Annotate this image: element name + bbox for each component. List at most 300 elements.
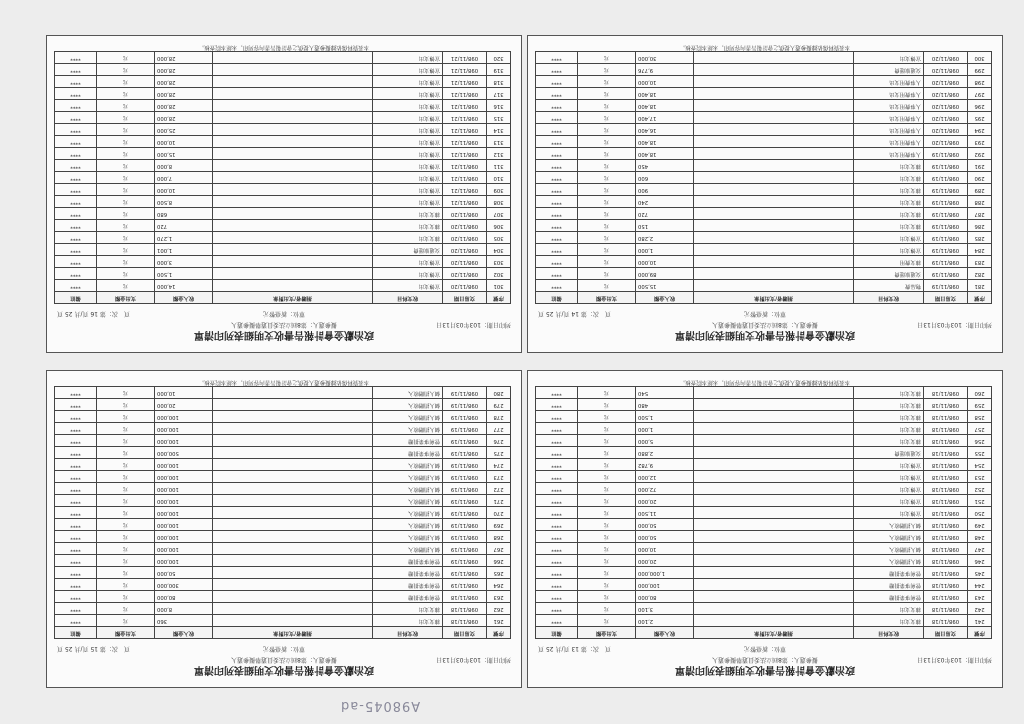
counterparty: [213, 196, 373, 208]
column-header: 序號: [968, 292, 992, 304]
counterparty: [694, 567, 854, 579]
amount: 15,500: [636, 280, 694, 292]
row-number: 285: [968, 232, 992, 244]
account-subject: 雜支支出: [854, 184, 924, 196]
row-number: 293: [968, 136, 992, 148]
page-number: 頁 次：第 14 頁/共 25 頁: [538, 310, 611, 317]
transaction-date: 098/11/19: [924, 148, 968, 160]
currency-mark: 元: [97, 483, 155, 495]
table-row: [55, 555, 511, 567]
transaction-date: 098/11/19: [924, 256, 968, 268]
currency-mark: 元: [97, 100, 155, 112]
table-row: [55, 76, 511, 88]
account-subject: 營利事業捐贈: [854, 567, 924, 579]
candidate-info: 擬參選人：第8屆立法委員選舉擬參選人: [231, 656, 337, 663]
remark: ****: [55, 555, 97, 567]
column-header: 備註: [55, 292, 97, 304]
column-header: 收支科目: [373, 292, 443, 304]
remark: ****: [536, 124, 578, 136]
table-row: [536, 232, 992, 244]
transaction-date: 098/11/18: [924, 603, 968, 615]
counterparty: [694, 483, 854, 495]
currency-mark: 元: [578, 495, 636, 507]
counterparty: [694, 411, 854, 423]
remark: ****: [55, 435, 97, 447]
row-number: 270: [487, 507, 511, 519]
remark: ****: [536, 567, 578, 579]
row-number: 251: [968, 495, 992, 507]
remark: ****: [536, 399, 578, 411]
column-header: 支出金額: [578, 292, 636, 304]
account-subject: 交通旅運費: [373, 244, 443, 256]
row-number: 306: [487, 220, 511, 232]
counterparty: [694, 208, 854, 220]
transaction-date: 098/11/19: [443, 387, 487, 399]
amount: 72,000: [636, 483, 694, 495]
transaction-date: 098/11/19: [443, 531, 487, 543]
page-content: [528, 36, 1002, 352]
remark: ****: [536, 160, 578, 172]
counterparty: [213, 88, 373, 100]
print-date: 列印日期：103年03月13日: [917, 321, 992, 328]
account-subject: 宣傳支出: [373, 76, 443, 88]
table-row: [536, 244, 992, 256]
counterparty: [213, 423, 373, 435]
table-row: [55, 567, 511, 579]
counterparty: [694, 555, 854, 567]
table-row: [55, 136, 511, 148]
amount: 100,000: [155, 483, 213, 495]
row-number: 265: [487, 567, 511, 579]
transaction-date: 098/11/18: [443, 591, 487, 603]
remark: ****: [536, 543, 578, 555]
transaction-date: 098/11/21: [443, 64, 487, 76]
currency-mark: 元: [97, 76, 155, 88]
remark: ****: [536, 208, 578, 220]
page-content: [47, 371, 521, 687]
remark: ****: [55, 172, 97, 184]
account-subject: 人事費用支出: [854, 136, 924, 148]
column-header: 序號: [487, 292, 511, 304]
currency-mark: 元: [97, 184, 155, 196]
counterparty: [213, 232, 373, 244]
transaction-date: 098/11/19: [924, 244, 968, 256]
currency-mark: 元: [97, 459, 155, 471]
row-number: 280: [487, 387, 511, 399]
account-subject: 個人捐贈收入: [373, 531, 443, 543]
remark: ****: [536, 112, 578, 124]
counterparty: [213, 495, 373, 507]
row-number: 291: [968, 160, 992, 172]
amount: 10,000: [636, 256, 694, 268]
table-row: [536, 567, 992, 579]
account-subject: 宣傳支出: [373, 256, 443, 268]
remark: ****: [55, 268, 97, 280]
account-subject: 雜支支出: [854, 615, 924, 627]
remark: ****: [536, 423, 578, 435]
counterparty: [694, 76, 854, 88]
counterparty: [694, 615, 854, 627]
currency-mark: 元: [97, 268, 155, 280]
remark: ****: [536, 519, 578, 531]
account-subject: 物品費: [854, 280, 924, 292]
remark: ****: [536, 387, 578, 399]
row-number: 308: [487, 196, 511, 208]
transaction-date: 098/11/19: [443, 447, 487, 459]
account-subject: 人事費用支出: [854, 88, 924, 100]
table-row: [536, 591, 992, 603]
amount: 11,500: [636, 507, 694, 519]
transaction-date: 098/11/19: [443, 495, 487, 507]
currency-unit: 單位：新臺幣元: [263, 310, 306, 317]
transaction-date: 098/11/20: [924, 112, 968, 124]
page-header: [57, 641, 511, 681]
amount: 30,000: [636, 52, 694, 64]
table-row: [55, 64, 511, 76]
column-header: 捐贈者/支出對象: [213, 292, 373, 304]
amount: 100,000: [155, 531, 213, 543]
account-subject: 營利事業捐贈: [373, 591, 443, 603]
currency-mark: 元: [97, 387, 155, 399]
currency-mark: 元: [97, 172, 155, 184]
remark: ****: [536, 411, 578, 423]
amount: 28,000: [155, 112, 213, 124]
remark: ****: [55, 543, 97, 555]
amount: 240: [636, 196, 694, 208]
transaction-date: 098/11/18: [443, 615, 487, 627]
account-subject: 個人捐贈收入: [373, 483, 443, 495]
amount: 100,000: [155, 423, 213, 435]
remark: ****: [536, 447, 578, 459]
table-row: [536, 507, 992, 519]
account-subject: 營利事業捐贈: [854, 579, 924, 591]
table-row: [536, 471, 992, 483]
counterparty: [694, 160, 854, 172]
counterparty: [694, 112, 854, 124]
amount: 100,000: [155, 507, 213, 519]
transaction-date: 098/11/19: [443, 471, 487, 483]
transaction-date: 098/11/21: [443, 148, 487, 160]
remark: ****: [536, 88, 578, 100]
account-subject: 個人捐贈收入: [373, 519, 443, 531]
amount: 9,776: [636, 64, 694, 76]
amount: 10,000: [155, 184, 213, 196]
table-row: [536, 531, 992, 543]
currency-mark: 元: [97, 591, 155, 603]
transaction-date: 098/11/18: [924, 579, 968, 591]
table-row: [55, 615, 511, 627]
row-number: 246: [968, 555, 992, 567]
currency-mark: 元: [578, 603, 636, 615]
table-row: [536, 459, 992, 471]
ledger-page-bottom-left: [46, 370, 522, 688]
amount: 16,400: [636, 124, 694, 136]
ledger-page-top-left: [46, 35, 522, 353]
transaction-date: 098/11/19: [924, 184, 968, 196]
currency-mark: 元: [578, 208, 636, 220]
transaction-date: 098/11/21: [443, 100, 487, 112]
currency-mark: 元: [578, 579, 636, 591]
table-row: [536, 136, 992, 148]
counterparty: [213, 220, 373, 232]
transaction-date: 098/11/19: [924, 268, 968, 280]
account-subject: 個人捐贈收入: [854, 531, 924, 543]
counterparty: [213, 387, 373, 399]
counterparty: [694, 543, 854, 555]
table-row: [55, 579, 511, 591]
counterparty: [213, 124, 373, 136]
amount: 17,400: [636, 112, 694, 124]
candidate-info: 擬參選人：第8屆立法委員選舉擬參選人: [231, 321, 337, 328]
transaction-date: 098/11/19: [443, 459, 487, 471]
amount: 15,000: [155, 148, 213, 160]
currency-mark: 元: [97, 507, 155, 519]
remark: ****: [55, 579, 97, 591]
amount: 1,000: [636, 244, 694, 256]
table-row: [55, 208, 511, 220]
row-number: 261: [487, 615, 511, 627]
table-row: [536, 220, 992, 232]
remark: ****: [536, 232, 578, 244]
currency-mark: 元: [578, 459, 636, 471]
account-subject: 宣傳支出: [854, 52, 924, 64]
amount: 3,000: [155, 256, 213, 268]
counterparty: [213, 483, 373, 495]
counterparty: [213, 256, 373, 268]
amount: 1,500: [155, 268, 213, 280]
account-subject: 雜支費用: [854, 256, 924, 268]
table-row: [536, 543, 992, 555]
counterparty: [213, 64, 373, 76]
currency-mark: 元: [578, 268, 636, 280]
row-number: 299: [968, 64, 992, 76]
table-row: [55, 471, 511, 483]
transaction-date: 098/11/18: [924, 423, 968, 435]
transaction-date: 098/11/20: [443, 256, 487, 268]
remark: ****: [55, 591, 97, 603]
amount: 20,000: [636, 495, 694, 507]
row-number: 318: [487, 76, 511, 88]
transaction-date: 098/11/19: [443, 435, 487, 447]
account-subject: 人事費用支出: [854, 148, 924, 160]
counterparty: [694, 507, 854, 519]
transaction-date: 098/11/21: [443, 136, 487, 148]
transaction-date: 098/11/18: [924, 507, 968, 519]
table-row: [55, 447, 511, 459]
currency-mark: 元: [97, 88, 155, 100]
currency-mark: 元: [97, 196, 155, 208]
row-number: 276: [487, 435, 511, 447]
row-number: 275: [487, 447, 511, 459]
transaction-date: 098/11/19: [924, 280, 968, 292]
transaction-date: 098/11/18: [924, 471, 968, 483]
remark: ****: [55, 64, 97, 76]
amount: 50,000: [636, 519, 694, 531]
amount: 14,000: [155, 280, 213, 292]
currency-mark: 元: [578, 519, 636, 531]
counterparty: [213, 615, 373, 627]
column-header: 支出金額: [578, 627, 636, 639]
row-number: 256: [968, 435, 992, 447]
table-row: [536, 196, 992, 208]
amount: 25,000: [155, 124, 213, 136]
transaction-date: 098/11/19: [443, 399, 487, 411]
transaction-date: 098/11/20: [924, 136, 968, 148]
currency-mark: 元: [578, 507, 636, 519]
page-footer-note: 本表資料係依據擬參選人提供之會計報告書內容列印，未經本院查核。: [198, 379, 370, 385]
table-row: [536, 423, 992, 435]
transaction-date: 098/11/18: [924, 459, 968, 471]
amount: 8,000: [155, 603, 213, 615]
currency-mark: 元: [97, 519, 155, 531]
table-row: [55, 124, 511, 136]
counterparty: [213, 160, 373, 172]
currency-mark: 元: [578, 543, 636, 555]
remark: ****: [55, 411, 97, 423]
currency-mark: 元: [97, 280, 155, 292]
table-row: [55, 543, 511, 555]
counterparty: [213, 555, 373, 567]
account-subject: 交通旅運費: [854, 447, 924, 459]
remark: ****: [55, 447, 97, 459]
row-number: 294: [968, 124, 992, 136]
remark: ****: [536, 256, 578, 268]
currency-mark: 元: [578, 435, 636, 447]
page-header: [538, 641, 992, 681]
row-number: 254: [968, 459, 992, 471]
currency-mark: 元: [578, 567, 636, 579]
remark: ****: [55, 184, 97, 196]
row-number: 242: [968, 603, 992, 615]
account-subject: 宣傳支出: [854, 507, 924, 519]
remark: ****: [55, 567, 97, 579]
account-subject: 宣傳支出: [373, 280, 443, 292]
counterparty: [213, 603, 373, 615]
transaction-date: 098/11/18: [924, 447, 968, 459]
row-number: 317: [487, 88, 511, 100]
counterparty: [694, 184, 854, 196]
transaction-date: 098/11/19: [924, 232, 968, 244]
row-number: 253: [968, 471, 992, 483]
currency-mark: 元: [97, 208, 155, 220]
row-number: 296: [968, 100, 992, 112]
counterparty: [694, 603, 854, 615]
remark: ****: [55, 52, 97, 64]
currency-mark: 元: [578, 471, 636, 483]
row-number: 268: [487, 531, 511, 543]
page-footer-note: 本表資料係依據擬參選人提供之會計報告書內容列印，未經本院查核。: [679, 379, 851, 385]
row-number: 311: [487, 160, 511, 172]
print-date: 列印日期：103年03月13日: [436, 656, 511, 663]
row-number: 271: [487, 495, 511, 507]
remark: ****: [536, 435, 578, 447]
account-subject: 人事費用支出: [854, 112, 924, 124]
currency-mark: 元: [578, 76, 636, 88]
row-number: 283: [968, 256, 992, 268]
amount: 1,000: [636, 423, 694, 435]
document-title: 政治獻金會計報告書收支明細表列印清單: [675, 664, 855, 675]
amount: 540: [636, 387, 694, 399]
currency-mark: 元: [97, 435, 155, 447]
account-subject: 雜支支出: [854, 208, 924, 220]
table-row: [55, 387, 511, 399]
column-header: 捐贈者/支出對象: [694, 627, 854, 639]
table-row: [536, 579, 992, 591]
table-row: [55, 399, 511, 411]
table-row: [55, 435, 511, 447]
amount: 10,000: [155, 387, 213, 399]
row-number: 248: [968, 531, 992, 543]
row-number: 313: [487, 136, 511, 148]
account-subject: 宣傳支出: [373, 148, 443, 160]
account-subject: 個人捐贈收入: [373, 495, 443, 507]
account-subject: 個人捐贈收入: [373, 423, 443, 435]
currency-mark: 元: [578, 172, 636, 184]
table-row: [55, 280, 511, 292]
transaction-date: 098/11/19: [443, 507, 487, 519]
amount: 720: [636, 208, 694, 220]
remark: ****: [55, 232, 97, 244]
account-subject: 宣傳支出: [373, 100, 443, 112]
remark: ****: [55, 399, 97, 411]
currency-mark: 元: [97, 220, 155, 232]
remark: ****: [536, 64, 578, 76]
currency-mark: 元: [578, 112, 636, 124]
remark: ****: [536, 579, 578, 591]
counterparty: [694, 495, 854, 507]
table-row: [55, 160, 511, 172]
remark: ****: [55, 136, 97, 148]
counterparty: [213, 531, 373, 543]
transaction-date: 098/11/19: [924, 196, 968, 208]
currency-mark: 元: [97, 64, 155, 76]
table-row: [536, 76, 992, 88]
account-subject: 雜支支出: [854, 603, 924, 615]
amount: 480: [636, 399, 694, 411]
account-subject: 宣傳支出: [854, 459, 924, 471]
counterparty: [694, 196, 854, 208]
transaction-date: 098/11/20: [443, 220, 487, 232]
candidate-info: 擬參選人：第8屆立法委員選舉擬參選人: [712, 321, 818, 328]
column-header: 支出金額: [97, 292, 155, 304]
remark: ****: [536, 100, 578, 112]
row-number: 266: [487, 555, 511, 567]
amount: 600: [636, 172, 694, 184]
amount: 28,000: [155, 88, 213, 100]
currency-mark: 元: [97, 471, 155, 483]
counterparty: [694, 88, 854, 100]
transaction-date: 098/11/20: [924, 100, 968, 112]
column-header: 收入金額: [636, 292, 694, 304]
account-subject: 個人捐贈收入: [373, 471, 443, 483]
amount: 20,000: [636, 555, 694, 567]
currency-mark: 元: [578, 387, 636, 399]
amount: 3,100: [636, 603, 694, 615]
account-subject: 營利事業捐贈: [373, 567, 443, 579]
table-row: [536, 52, 992, 64]
counterparty: [694, 232, 854, 244]
currency-mark: 元: [578, 483, 636, 495]
table-row: [536, 555, 992, 567]
amount: 300,000: [155, 579, 213, 591]
table-row: [55, 483, 511, 495]
account-subject: 宣傳支出: [854, 483, 924, 495]
counterparty: [694, 172, 854, 184]
table-row: [55, 172, 511, 184]
transaction-date: 098/11/18: [924, 495, 968, 507]
currency-mark: 元: [97, 124, 155, 136]
column-header: 捐贈者/支出對象: [694, 292, 854, 304]
